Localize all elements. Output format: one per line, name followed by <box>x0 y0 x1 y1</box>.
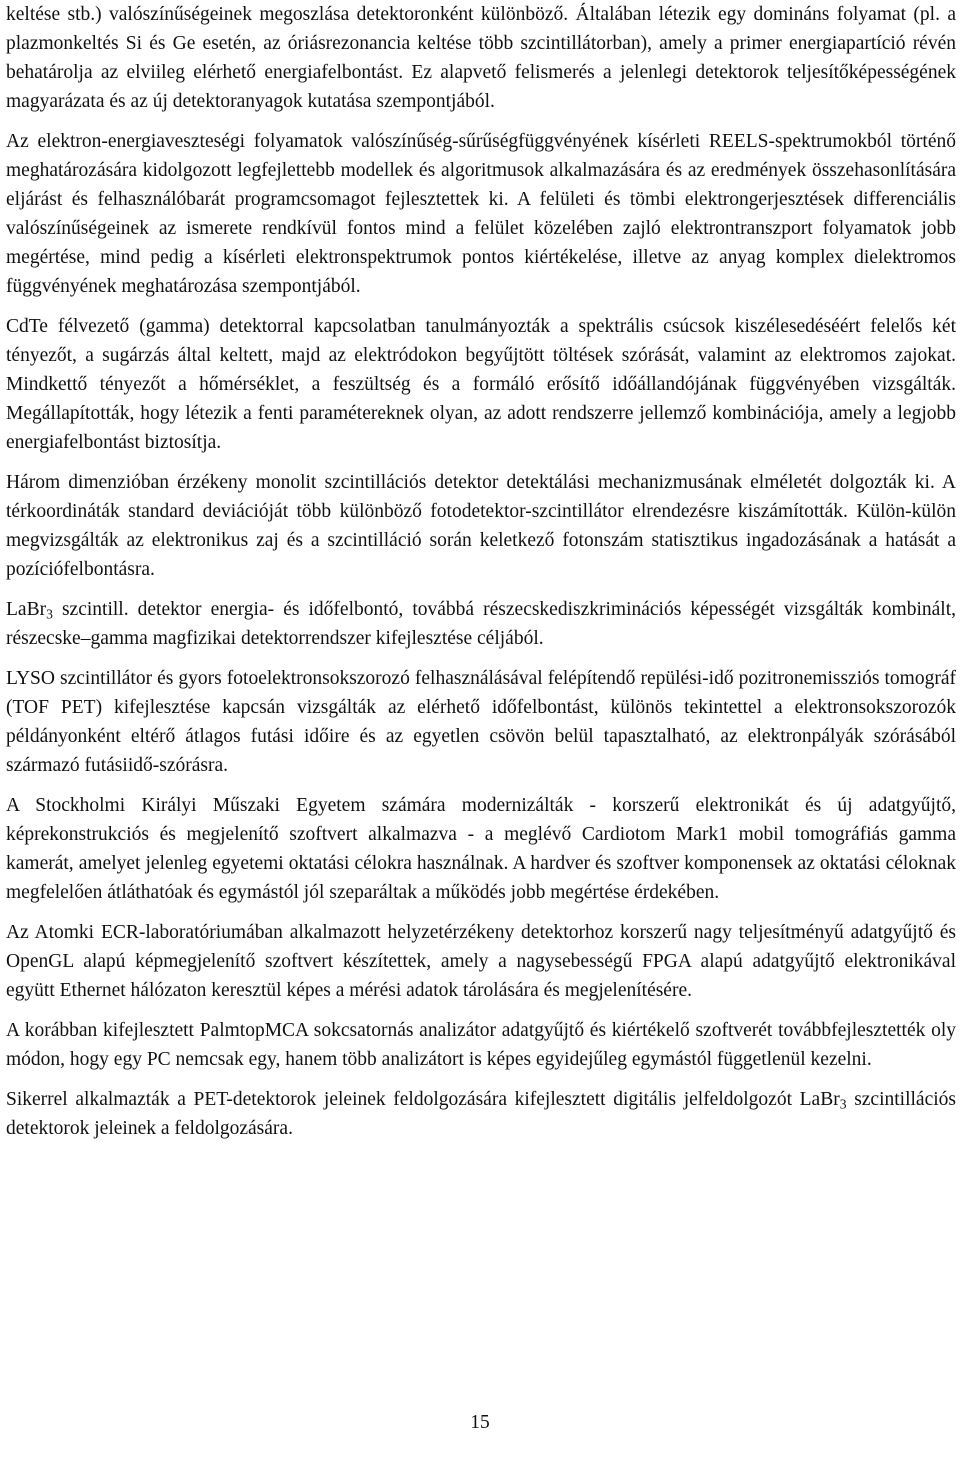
paragraph-labr3-detector <box>6 595 956 653</box>
paragraph-cardiotom-camera: A Stockholmi Királyi Műszaki Egyetem számára modernizálták - korszerű elektronikát és új adatgyűjtő, képrekonstrukciós és megjelenítő szoftvert alkalmazva - a meglévő Cardiotom Mark1 mobil tomográfiás gamma kamerát, amelyet jelenleg egyetemi oktatási célokra használnak. A hardver és szoftver komponensek az oktatási céloknak megfelelően átláthatóak és egymástól jól szeparáltak a működés jobb megértése érdekében. <box>6 795 956 903</box>
document-body <box>6 0 956 1154</box>
paragraph-text-start: Sikerrel alkalmazták a PET-detektorok jeleinek feldolgozására kifejlesztett digitális jelfeldolgozót LaBr <box>6 1089 840 1110</box>
paragraph-palmtopmca: A korábban kifejlesztett PalmtopMCA sokcsatornás analizátor adatgyűjtő és kiértékelő szoftverét továbbfejlesztették oly módon, hogy egy PC nemcsak egy, hanem több analizátort is képes egyidejűleg egymástól függetlenül kezelni. <box>6 1020 956 1070</box>
paragraph-text-end: szcintillációs detektorok jeleinek a feldolgozására. <box>6 1089 956 1139</box>
paragraph-monolithic-scintillator: Három dimenzióban érzékeny monolit szcintillációs detektor detektálási mechanizmusának elméletét dolgozták ki. A térkoordináták standard deviációját több különböző fotodetektor-szcintillátor elrendezésre kiszámították. Külön-külön megvizsgálták az elektronikus zaj és a szcintilláció során keletkező fotonszám statisztikus ingadozásának a hatását a pozíciófelbontásra. <box>6 472 956 580</box>
subscript: 3 <box>839 1096 847 1112</box>
paragraph-text-start: LaBr <box>6 599 47 620</box>
subscript: 3 <box>46 606 53 622</box>
paragraph-lyso-tof-pet: LYSO szcintillátor és gyors fotoelektronsokszorozó felhasználásával felépítendő repülési-idő pozitronemissziós tomográf (TOF PET) kifejlesztése kapcsán vizsgálták az elérhető időfelbontást, különös tekintettel a elektronsokszorozók példányonként eltérő átlagos futási időire és az egyetlen csövön belül tapasztalható, az elektronpályák szórásából származó futásiidő-szórásra. <box>6 668 956 776</box>
paragraph-reels-spectra: Az elektron-energiaveszteségi folyamatok valószínűség-sűrűségfüggvényének kísérleti REELS-spektrumokból történő meghatározására kidolgozott legfejlettebb modellek és algoritmusok alkalmazására és az eredmények összehasonlítására eljárást és felhasználóbarát programcsomagot fejlesztettek ki. A felületi és tömbi elektrongerjesztések differenciális valószínűségeinek az ismerete rendkívül fontos mind a felület közelében zajló elektrontranszport folyamatok jobb megértése, mind pedig a kísérleti elektronspektrumok pontos kiértékelése, illetve az anyag komplex dielektromos függvényének meghatározása szempontjából. <box>6 131 956 297</box>
paragraph-energy-resolution: keltése stb.) valószínűségeinek megoszlása detektoronként különböző. Általában létezik egy domináns folyamat (pl. a plazmonkeltés Si és Ge esetén, az óriásrezonancia keltése több szcintillátorban), amely a primer energiapartíció révén behatárolja az elviileg elérhető energiafelbontást. Ez alapvető felismerés a jelenlegi detektorok teljesítőképességének magyarázata és az új detektoranyagok kutatása szempontjából. <box>6 4 956 112</box>
page-number: 15 <box>470 1412 490 1433</box>
paragraph-ecr-laboratory: Az Atomki ECR-laboratóriumában alkalmazott helyzetérzékeny detektorhoz korszerű nagy teljesítményű adatgyűjtő és OpenGL alapú képmegjelenítő szoftvert készítettek, amely a nagysebességű FPGA alapú adatgyűjtő elektronikával együtt Ethernet hálózaton keresztül képes a mérési adatok tárolására és megjelenítésére. <box>6 922 956 1001</box>
paragraph-pet-signal-processing <box>6 1085 956 1143</box>
paragraph-cdte-detector: CdTe félvezető (gamma) detektorral kapcsolatban tanulmányozták a spektrális csúcsok kiszélesedéséért felelős két tényezőt, a sugárzás által keltett, majd az elektródokon begyűjtött töltések szórását, valamint az elektromos zajokat. Mindkettő tényezőt a hőmérséklet, a feszültség és a formáló erősítő időállandójának függvényében vizsgálták. Megállapították, hogy létezik a fenti paramétereknek olyan, az adott rendszerre jellemző kombinációja, amely a legjobb energiafelbontást biztosítja. <box>6 316 956 453</box>
paragraph-text-end: szcintill. detektor energia- és időfelbontó, továbbá részecskediszkriminációs képességét vizsgálták kombinált, részecske–gamma magfizikai detektorrendszer kifejlesztése céljából. <box>6 599 956 649</box>
